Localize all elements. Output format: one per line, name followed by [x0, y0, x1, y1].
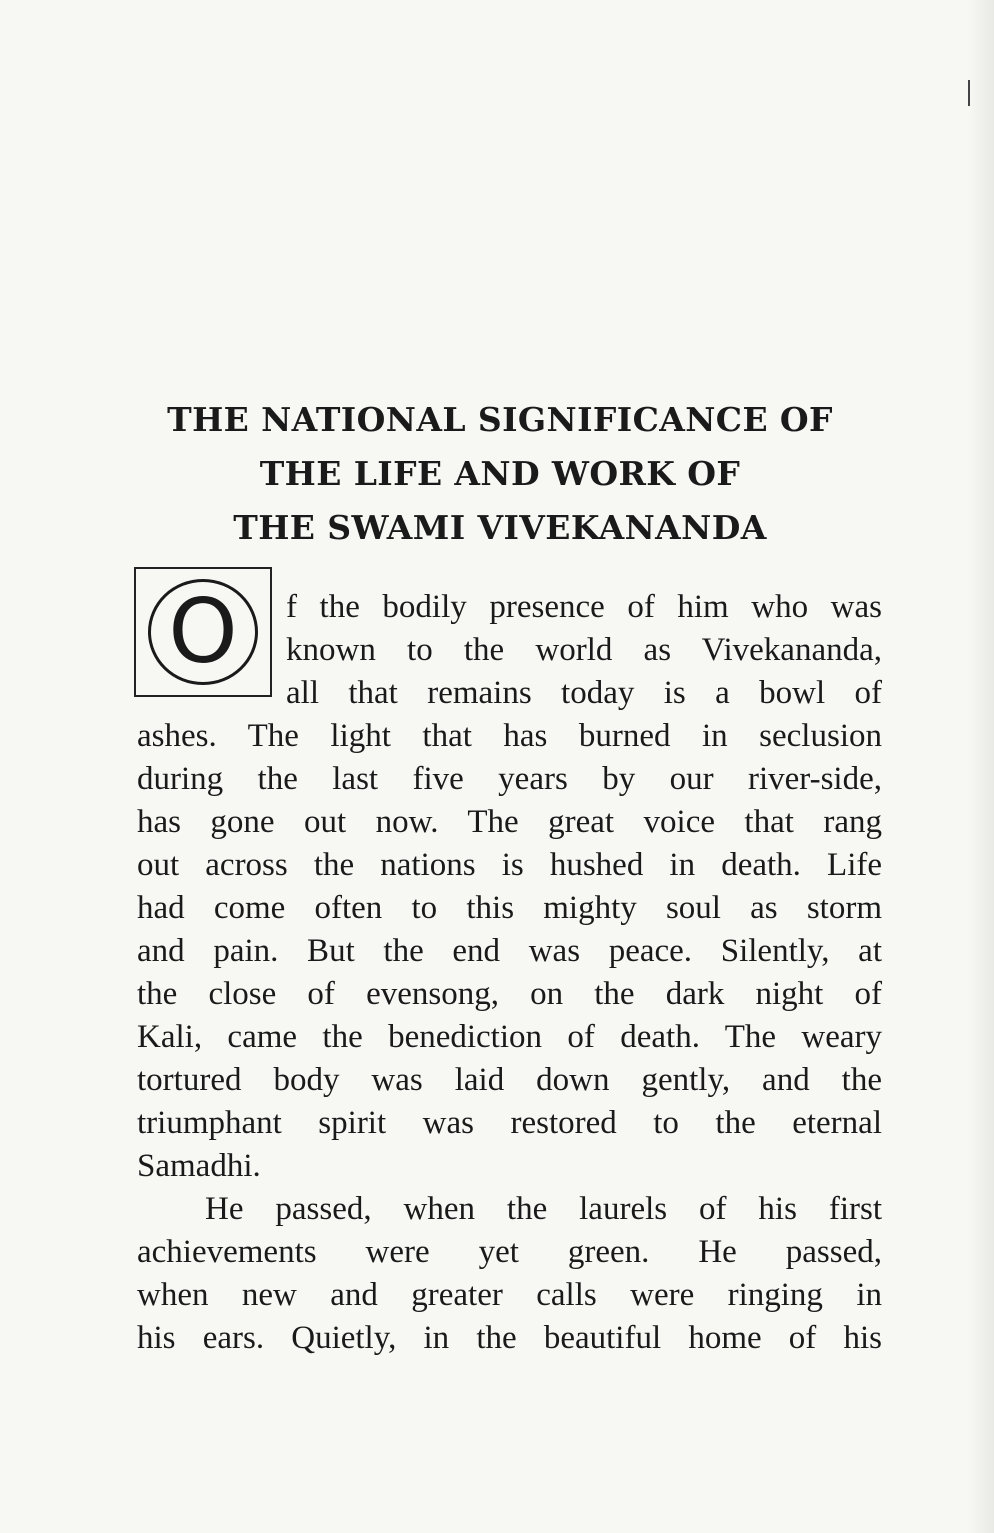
page-edge-shadow: [968, 0, 994, 1533]
paragraph-line: the close of evensong, on the dark night of: [137, 976, 882, 1012]
drop-cap-box: [134, 567, 272, 697]
paragraph-line: Kali, came the benediction of death. The weary: [137, 1019, 882, 1055]
page-edge-mark: [968, 80, 970, 106]
paragraph-line: known to the world as Vivekananda,: [286, 632, 882, 668]
chapter-title-line: THE SWAMI VIVEKANANDA: [233, 508, 767, 547]
paragraph-line: and pain. But the end was peace. Silently, at: [137, 933, 882, 969]
paragraph-line: has gone out now. The great voice that rang: [137, 804, 882, 840]
paragraph-line: when new and greater calls were ringing in: [137, 1277, 882, 1313]
chapter-title-line: THE NATIONAL SIGNIFICANCE OF: [167, 400, 833, 439]
paragraph-line: f the bodily presence of him who was: [286, 589, 882, 625]
paragraph-line: all that remains today is a bowl of: [286, 675, 882, 711]
paragraph-line: ashes. The light that has burned in seclusion: [137, 718, 882, 754]
paragraph-line: his ears. Quietly, in the beautiful home of his: [137, 1320, 882, 1356]
paragraph-line: out across the nations is hushed in death. Life: [137, 847, 882, 883]
paragraph-line: He passed, when the laurels of his first: [205, 1191, 882, 1227]
paragraph-line: triumphant spirit was restored to the eternal: [137, 1105, 882, 1141]
paragraph-line: had come often to this mighty soul as storm: [137, 890, 882, 926]
paragraph-line: Samadhi.: [137, 1148, 261, 1184]
paragraph-line: achievements were yet green. He passed,: [137, 1234, 882, 1270]
chapter-title: [130, 393, 870, 555]
paragraph-line: during the last five years by our river-side,: [137, 761, 882, 797]
drop-cap-letter: O: [148, 579, 258, 685]
paragraph-line: tortured body was laid down gently, and the: [137, 1062, 882, 1098]
chapter-title-line: THE LIFE AND WORK OF: [259, 454, 741, 493]
